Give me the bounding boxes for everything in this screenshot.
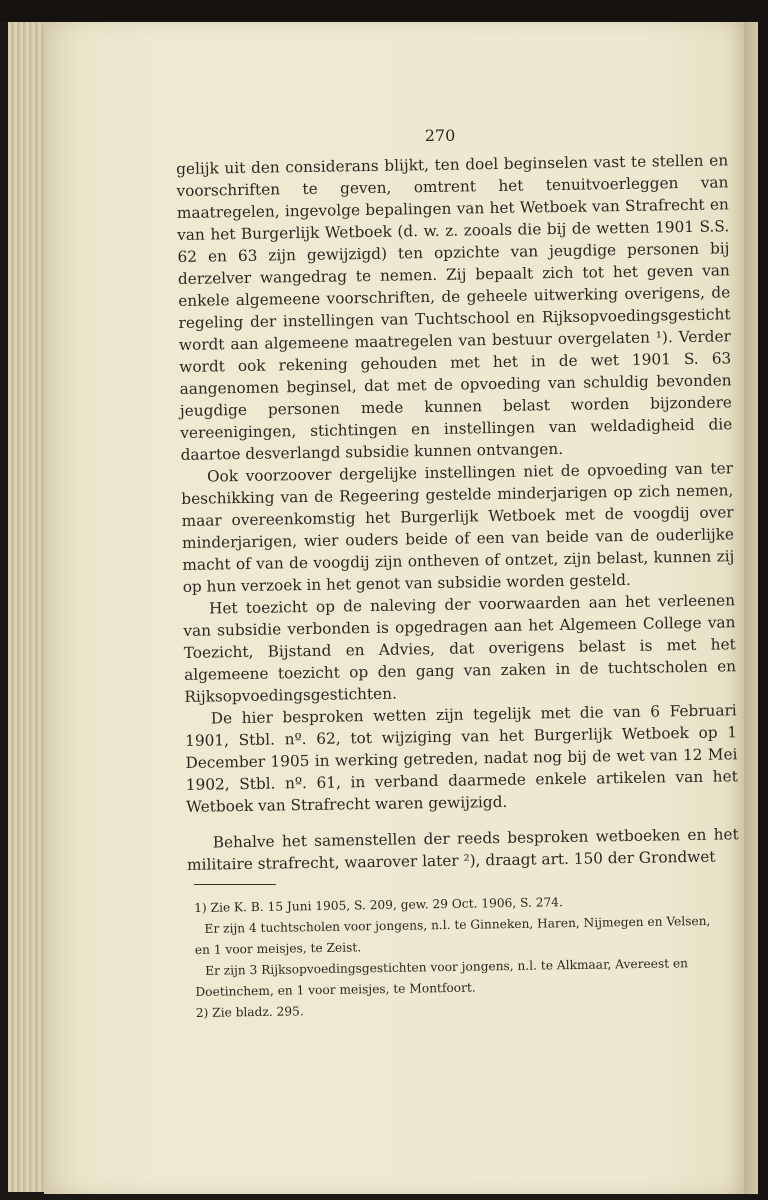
footnote: 2) Zie bladz. 295. xyxy=(195,1004,304,1020)
paragraph: Het toezicht op de naleving der voorwaarden aan het verleenen van subsidie verbonden is opgedragen aan het Algemeen College van Toezicht, Bijstand en Advies, dat overigens belast is met het algemeene toezicht op den gang van zaken in de tuchtscholen en Rijksopvoedingsgestichten. xyxy=(183,591,737,706)
footnote-divider xyxy=(194,884,276,885)
footnote: 1) Zie K. B. 15 Juni 1905, S. 209, gew. 29 Oct. 1906, S. 274. xyxy=(194,895,563,915)
footnotes xyxy=(194,890,730,1024)
paragraph: gelijk uit den considerans blijkt, ten doel beginselen vast te stellen en voorschriften te geven, omtrent het tenuitvoerleggen van maatregelen, ingevolge bepalingen van het Wetboek van Strafrecht en van het Burgerlijk Wetboek (d. w. z. zooals die bij de wetten 1901 S.S. 62 en 63 zijn gewijzigd) ten opzichte van jeugdige personen bij derzelver wangedrag te nemen. Zij bepaalt zich tot het geven van enkele algemeene voorschriften, de geheele uitwerking overigens, de regeling der instellingen van Tuchtschool en Rijksopvoedingsgesticht wordt aan algemeene maatregelen van bestuur overgelaten ¹). Verder wordt ook rekening gehouden met het in de wet 1901 S. 63 aangenomen beginsel, dat met de opvoeding van schuldig bevonden jeugdige personen mede kunnen belast worden bijzondere vereenigingen, stichtingen en instellingen van weldadigheid die daartoe desverlangd subsidie kunnen ontvangen. xyxy=(176,151,733,464)
page-right-edge xyxy=(744,22,758,1194)
paragraph: Behalve het samenstellen der reeds besproken wetboeken en het militaire strafrecht, waarover later ²), draagt art. 150 der Grondwet xyxy=(186,825,739,874)
scan-right-border xyxy=(758,0,768,1200)
paragraph: Ook voorzoover dergelijke instellingen niet de opvoeding van ter beschikking van de Regeering gestelde minderjarigen op zich nemen, maar overeenkomstig het Burgerlijk Wetboek met de voogdij over minderjarigen, wier ouders beide of een van beide van de ouderlijke macht of van de voogdij zijn ontheven of ontzet, zijn belast, kunnen zij op hun verzoek in het genot van subsidie worden gesteld. xyxy=(181,459,735,596)
footnote: Er zijn 3 Rijksopvoedingsgestichten voor jongens, n.l. te Alkmaar, Avereest en Doetinchem, en 1 voor meisjes, te Montfoort. xyxy=(195,956,689,999)
body-text xyxy=(176,149,739,876)
paragraph: De hier besproken wetten zijn tegelijk met die van 6 Februari 1901, Stbl. nº. 62, tot wijziging van het Burgerlijk Wetboek op 1 December 1905 in werking getreden, nadat nog bij de wet van 12 Mei 1902, Stbl. nº. 61, in verband daarmede enkele artikelen van het Wetboek van Strafrecht waren gewijzigd. xyxy=(185,701,738,816)
footnote: Er zijn 4 tuchtscholen voor jongens, n.l. te Ginneken, Haren, Nijmegen en Velsen, en 1 voor meisjes, te Zeist. xyxy=(194,913,711,957)
page-number: 270 xyxy=(424,126,456,145)
scan-top-border xyxy=(0,0,768,22)
